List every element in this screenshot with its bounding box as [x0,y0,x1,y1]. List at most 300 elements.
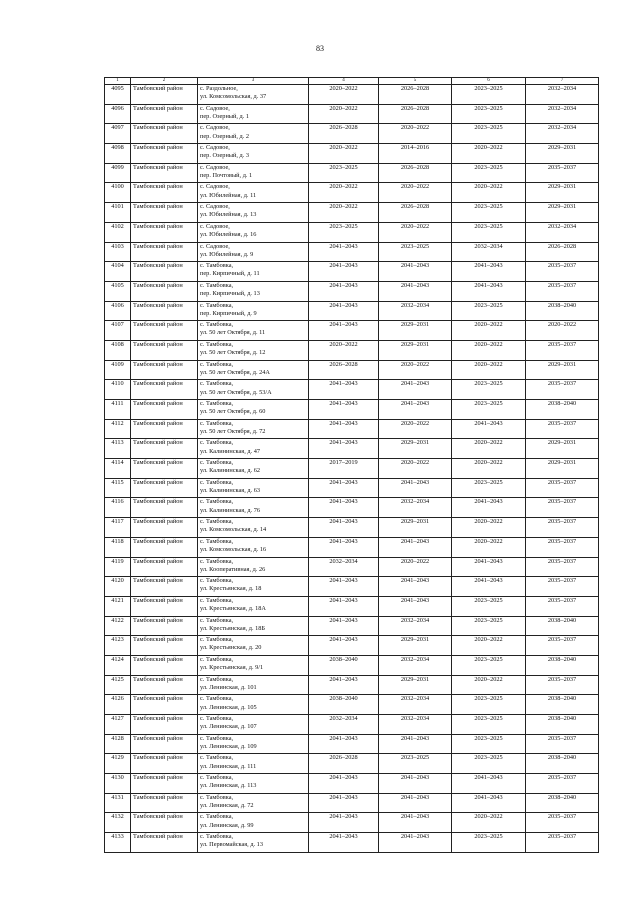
address-line-street: ул. Юбилейная, д. 11 [200,191,257,199]
period-col7: 2035–2037 [526,557,599,577]
row-number: 4114 [105,459,131,479]
row-number: 4118 [105,537,131,557]
period-col4: 2026–2028 [309,360,379,380]
district-cell: Тамбовский район [131,439,198,459]
address-line-settlement: с. Тамбовка, [200,498,234,506]
period-col4: 2020–2022 [309,203,379,223]
period-col6: 2023–2025 [452,400,526,420]
table-row [105,655,599,675]
row-number: 4102 [105,222,131,242]
row-number: 4131 [105,793,131,813]
address-cell [198,144,309,164]
address-line-street: ул. Комсомольская, д. 14 [200,526,267,534]
period-col5: 2041–2043 [379,813,452,833]
period-col7: 2038–2040 [526,715,599,735]
address-line-street: ул. Кооперативная, д. 26 [200,565,266,573]
district-cell: Тамбовский район [131,813,198,833]
address-cell [198,636,309,656]
period-col4: 2041–2043 [309,774,379,794]
period-col6: 2041–2043 [452,262,526,282]
district-cell: Тамбовский район [131,498,198,518]
row-number: 4099 [105,163,131,183]
district-cell: Тамбовский район [131,557,198,577]
period-col7: 2029–2031 [526,203,599,223]
table-row [105,301,599,321]
address-line-settlement: с. Тамбовка, [200,281,234,289]
address-line-settlement: с. Тамбовка, [200,400,234,407]
district-cell: Тамбовский район [131,124,198,144]
table-row [105,478,599,498]
district-cell: Тамбовский район [131,163,198,183]
district-cell: Тамбовский район [131,636,198,656]
table-row [105,833,599,853]
address-line-street: ул. Комсомольская, д. 37 [200,93,267,101]
table-row [105,695,599,715]
column-header: 4 [309,78,379,85]
address-cell [198,813,309,833]
period-col5: 2020–2022 [379,360,452,380]
address-cell [198,459,309,479]
period-col4: 2041–2043 [309,518,379,538]
register-table [104,77,599,853]
address-cell [198,675,309,695]
period-col4: 2041–2043 [309,734,379,754]
period-col6: 2020–2022 [452,360,526,380]
period-col4: 2041–2043 [309,242,379,262]
address-line-street: ул. Ленинская, д. 109 [200,742,257,750]
address-line-settlement: с. Тамбовка, [200,360,234,368]
period-col6: 2023–2025 [452,655,526,675]
period-col4: 2041–2043 [309,616,379,636]
period-col5: 2020–2022 [379,419,452,439]
table-row [105,577,599,597]
period-col4: 2020–2022 [309,183,379,203]
column-header: 1 [105,78,131,85]
address-line-settlement: с. Тамбовка, [200,675,234,683]
page-number: 83 [316,44,324,53]
address-line-settlement: с. Садовое, [200,144,230,152]
period-col6: 2041–2043 [452,557,526,577]
address-line-settlement: с. Тамбовка, [200,478,234,486]
period-col6: 2041–2043 [452,774,526,794]
period-col7: 2035–2037 [526,636,599,656]
table-row [105,616,599,636]
period-col7: 2035–2037 [526,833,599,853]
period-col5: 2029–2031 [379,518,452,538]
table-row [105,715,599,735]
period-col5: 2032–2034 [379,695,452,715]
address-line-street: ул. Крестьянская, д. 18А [200,605,266,613]
table-row [105,85,599,105]
row-number: 4116 [105,498,131,518]
period-col6: 2041–2043 [452,577,526,597]
address-line-street: ул. Ленинская, д. 99 [200,821,254,829]
address-line-street: пер. Кирпичный, д. 13 [200,290,260,298]
address-cell [198,321,309,341]
address-line-settlement: с. Садовое, [200,222,230,230]
address-cell [198,301,309,321]
period-col5: 2029–2031 [379,636,452,656]
address-line-street: ул. Калининская, д. 63 [200,486,260,494]
period-col7: 2032–2034 [526,124,599,144]
table-row [105,813,599,833]
period-col6: 2020–2022 [452,636,526,656]
district-cell: Тамбовский район [131,144,198,164]
address-cell [198,793,309,813]
row-number: 4132 [105,813,131,833]
district-cell: Тамбовский район [131,715,198,735]
address-line-settlement: с. Тамбовка, [200,262,234,270]
address-line-street: ул. Комсомольская, д. 16 [200,546,267,554]
period-col5: 2029–2031 [379,321,452,341]
district-cell: Тамбовский район [131,281,198,301]
row-number: 4119 [105,557,131,577]
row-number: 4123 [105,636,131,656]
period-col7: 2038–2040 [526,754,599,774]
address-cell [198,262,309,282]
row-number: 4130 [105,774,131,794]
row-number: 4109 [105,360,131,380]
table-row [105,636,599,656]
row-number: 4105 [105,281,131,301]
period-col5: 2041–2043 [379,596,452,616]
address-line-street: ул. Юбилейная, д. 13 [200,211,257,219]
table-row [105,104,599,124]
address-cell [198,360,309,380]
district-cell: Тамбовский район [131,577,198,597]
address-cell [198,380,309,400]
address-line-street: ул. Ленинская, д. 107 [200,723,257,731]
period-col7: 2029–2031 [526,183,599,203]
address-cell [198,340,309,360]
address-line-settlement: с. Тамбовка, [200,636,234,644]
period-col7: 2038–2040 [526,616,599,636]
period-col7: 2032–2034 [526,104,599,124]
address-cell [198,439,309,459]
period-col6: 2023–2025 [452,203,526,223]
period-col7: 2035–2037 [526,163,599,183]
address-cell [198,183,309,203]
period-col5: 2032–2034 [379,498,452,518]
table-row [105,498,599,518]
address-line-settlement: с. Тамбовка, [200,459,234,467]
column-header: 3 [198,78,309,85]
address-line-settlement: с. Тамбовка, [200,793,234,801]
address-line-settlement: с. Тамбовка, [200,557,234,565]
row-number: 4100 [105,183,131,203]
table-row [105,754,599,774]
district-cell: Тамбовский район [131,242,198,262]
period-col5: 2041–2043 [379,577,452,597]
period-col7: 2035–2037 [526,478,599,498]
district-cell: Тамбовский район [131,183,198,203]
period-col4: 2038–2040 [309,655,379,675]
period-col5: 2041–2043 [379,537,452,557]
address-line-street: ул. 50 лет Октября, д. 12 [200,349,266,357]
address-cell [198,400,309,420]
district-cell: Тамбовский район [131,833,198,853]
period-col7: 2035–2037 [526,734,599,754]
period-col4: 2041–2043 [309,419,379,439]
period-col5: 2032–2034 [379,301,452,321]
row-number: 4106 [105,301,131,321]
period-col5: 2020–2022 [379,183,452,203]
period-col5: 2020–2022 [379,124,452,144]
column-header: 5 [379,78,452,85]
period-col4: 2041–2043 [309,498,379,518]
table-row [105,360,599,380]
address-line-settlement: с. Тамбовка, [200,774,234,782]
period-col7: 2020–2022 [526,321,599,341]
period-col5: 2041–2043 [379,281,452,301]
row-number: 4103 [105,242,131,262]
period-col6: 2020–2022 [452,183,526,203]
period-col5: 2020–2022 [379,222,452,242]
table-row [105,459,599,479]
column-header: 7 [526,78,599,85]
address-line-settlement: с. Садовое, [200,203,230,211]
address-cell [198,616,309,636]
table-row [105,203,599,223]
address-line-settlement: с. Тамбовка, [200,340,234,348]
district-cell: Тамбовский район [131,596,198,616]
address-line-settlement: с. Тамбовка, [200,518,234,526]
address-line-settlement: с. Тамбовка, [200,695,234,703]
period-col4: 2041–2043 [309,281,379,301]
period-col4: 2041–2043 [309,301,379,321]
header-row [105,78,599,85]
table-row [105,419,599,439]
period-col6: 2020–2022 [452,813,526,833]
row-number: 4101 [105,203,131,223]
address-line-settlement: с. Раздольное, [200,85,238,92]
period-col7: 2035–2037 [526,498,599,518]
address-cell [198,655,309,675]
address-line-street: ул. Крестьянская, д. 18 [200,585,262,593]
period-col7: 2038–2040 [526,655,599,675]
period-col6: 2041–2043 [452,498,526,518]
address-line-street: ул. Юбилейная, д. 9 [200,250,254,258]
table-row [105,734,599,754]
period-col7: 2032–2034 [526,222,599,242]
table-row [105,793,599,813]
address-line-street: ул. Юбилейная, д. 16 [200,231,257,239]
address-line-settlement: с. Тамбовка, [200,321,234,329]
address-line-settlement: с. Тамбовка, [200,655,234,663]
address-line-settlement: с. Садовое, [200,163,230,171]
period-col4: 2041–2043 [309,439,379,459]
period-col7: 2035–2037 [526,281,599,301]
address-line-street: ул. 50 лет Октября, д. 53/А [200,388,272,396]
period-col6: 2020–2022 [452,321,526,341]
period-col5: 2026–2028 [379,104,452,124]
period-col5: 2041–2043 [379,774,452,794]
address-cell [198,695,309,715]
period-col7: 2032–2034 [526,85,599,105]
table-row [105,596,599,616]
period-col4: 2020–2022 [309,104,379,124]
table-row [105,439,599,459]
district-cell: Тамбовский район [131,518,198,538]
period-col6: 2020–2022 [452,537,526,557]
table-row [105,242,599,262]
period-col4: 2038–2040 [309,695,379,715]
row-number: 4127 [105,715,131,735]
period-col6: 2023–2025 [452,104,526,124]
address-line-street: ул. 50 лет Октября, д. 72 [200,427,266,435]
address-line-settlement: с. Тамбовка, [200,734,234,742]
period-col7: 2035–2037 [526,340,599,360]
address-line-street: ул. Калининская, д. 62 [200,467,260,475]
period-col6: 2041–2043 [452,419,526,439]
period-col7: 2035–2037 [526,537,599,557]
table-row [105,518,599,538]
district-cell: Тамбовский район [131,537,198,557]
district-cell: Тамбовский район [131,616,198,636]
address-line-settlement: с. Садовое, [200,104,230,112]
period-col6: 2020–2022 [452,340,526,360]
period-col4: 2041–2043 [309,262,379,282]
row-number: 4113 [105,439,131,459]
period-col4: 2041–2043 [309,596,379,616]
period-col6: 2023–2025 [452,715,526,735]
period-col4: 2041–2043 [309,636,379,656]
row-number: 4133 [105,833,131,853]
address-line-street: пер. Кирпичный, д. 9 [200,309,257,317]
period-col4: 2041–2043 [309,478,379,498]
period-col5: 2026–2028 [379,163,452,183]
address-cell [198,242,309,262]
period-col6: 2020–2022 [452,518,526,538]
table-row [105,321,599,341]
district-cell: Тамбовский район [131,85,198,105]
period-col6: 2023–2025 [452,695,526,715]
row-number: 4096 [105,104,131,124]
table-row [105,380,599,400]
period-col7: 2038–2040 [526,793,599,813]
column-header: 2 [131,78,198,85]
table-row [105,537,599,557]
table-row [105,774,599,794]
address-cell [198,734,309,754]
row-number: 4098 [105,144,131,164]
district-cell: Тамбовский район [131,400,198,420]
address-cell [198,104,309,124]
period-col5: 2014–2016 [379,144,452,164]
address-cell [198,537,309,557]
address-line-street: пер. Озерный, д. 3 [200,152,250,160]
address-line-street: ул. Ленинская, д. 101 [200,683,257,691]
address-cell [198,557,309,577]
address-line-settlement: с. Садовое, [200,242,230,250]
district-cell: Тамбовский район [131,301,198,321]
district-cell: Тамбовский район [131,222,198,242]
period-col7: 2035–2037 [526,518,599,538]
period-col5: 2041–2043 [379,793,452,813]
period-col4: 2017–2019 [309,459,379,479]
period-col7: 2038–2040 [526,301,599,321]
period-col5: 2032–2034 [379,715,452,735]
period-col7: 2035–2037 [526,419,599,439]
row-number: 4121 [105,596,131,616]
row-number: 4110 [105,380,131,400]
period-col6: 2023–2025 [452,754,526,774]
period-col7: 2038–2040 [526,695,599,715]
district-cell: Тамбовский район [131,793,198,813]
district-cell: Тамбовский район [131,360,198,380]
row-number: 4117 [105,518,131,538]
address-line-street: ул. Крестьянская, д. 9/1 [200,664,264,672]
period-col4: 2041–2043 [309,577,379,597]
period-col4: 2026–2028 [309,124,379,144]
period-col6: 2023–2025 [452,124,526,144]
address-cell [198,281,309,301]
period-col6: 2020–2022 [452,439,526,459]
period-col4: 2041–2043 [309,813,379,833]
period-col4: 2041–2043 [309,380,379,400]
address-line-street: пер. Кирпичный, д. 11 [200,270,260,278]
period-col7: 2035–2037 [526,577,599,597]
district-cell: Тамбовский район [131,340,198,360]
table-row [105,400,599,420]
row-number: 4120 [105,577,131,597]
address-line-street: ул. Калининская, д. 76 [200,506,260,514]
address-line-street: ул. Ленинская, д. 113 [200,782,257,790]
address-cell [198,222,309,242]
address-line-street: пер. Озерный, д. 2 [200,132,250,140]
period-col4: 2041–2043 [309,400,379,420]
row-number: 4108 [105,340,131,360]
period-col5: 2041–2043 [379,262,452,282]
table-row [105,340,599,360]
address-cell [198,124,309,144]
column-header: 6 [452,78,526,85]
address-line-settlement: с. Тамбовка, [200,715,234,722]
address-line-street: ул. Крестьянская, д. 18Б [200,624,266,632]
period-col4: 2026–2028 [309,754,379,774]
period-col6: 2020–2022 [452,459,526,479]
address-line-street: ул. Крестьянская, д. 20 [200,644,262,652]
address-line-street: пер. Почтовый, д. 1 [200,171,253,179]
address-cell [198,163,309,183]
period-col4: 2041–2043 [309,793,379,813]
period-col7: 2026–2028 [526,242,599,262]
address-line-street: пер. Озерный, д. 1 [200,112,250,120]
period-col6: 2023–2025 [452,478,526,498]
address-cell [198,596,309,616]
district-cell: Тамбовский район [131,321,198,341]
period-col5: 2020–2022 [379,459,452,479]
period-col6: 2023–2025 [452,833,526,853]
period-col6: 2023–2025 [452,596,526,616]
period-col6: 2023–2025 [452,616,526,636]
address-cell [198,715,309,735]
period-col7: 2029–2031 [526,459,599,479]
district-cell: Тамбовский район [131,478,198,498]
address-line-settlement: с. Тамбовка, [200,380,234,388]
period-col7: 2035–2037 [526,262,599,282]
period-col7: 2029–2031 [526,360,599,380]
period-col5: 2020–2022 [379,557,452,577]
address-cell [198,498,309,518]
period-col7: 2035–2037 [526,380,599,400]
address-cell [198,774,309,794]
row-number: 4107 [105,321,131,341]
row-number: 4097 [105,124,131,144]
period-col4: 2020–2022 [309,85,379,105]
table-row [105,675,599,695]
table-row [105,262,599,282]
